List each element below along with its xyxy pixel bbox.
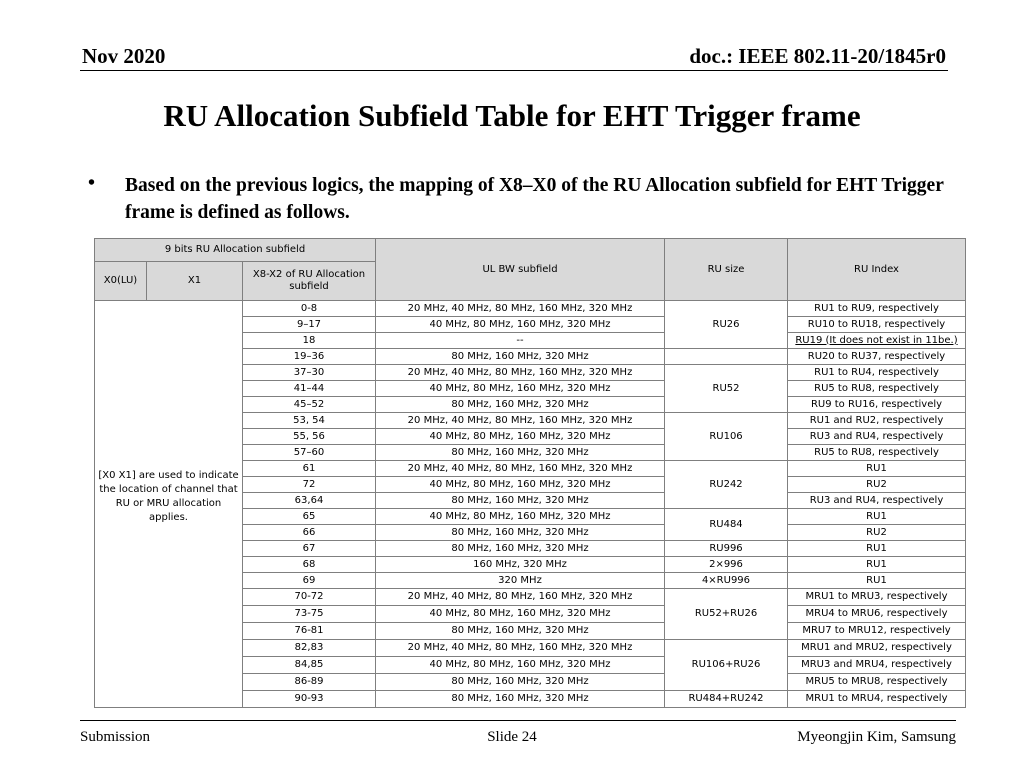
cell-ru-size: RU106+RU26	[665, 640, 788, 691]
cell-ru-index: RU1	[788, 573, 966, 589]
cell-x: 68	[243, 557, 376, 573]
cell-ru-size: RU484+RU242	[665, 691, 788, 708]
cell-bw: 80 MHz, 160 MHz, 320 MHz	[376, 525, 665, 541]
cell-ru-index: MRU1 to MRU3, respectively	[788, 589, 966, 606]
footer-submission: Submission	[80, 729, 151, 745]
cell-x: 53, 54	[243, 413, 376, 429]
cell-ru-size: RU106	[665, 413, 788, 461]
cell-x: 76-81	[243, 623, 376, 640]
cell-bw: 80 MHz, 160 MHz, 320 MHz	[376, 493, 665, 509]
cell-x: 84,85	[243, 657, 376, 674]
cell-ru-index: RU3 and RU4, respectively	[788, 429, 966, 445]
cell-bw: 160 MHz, 320 MHz	[376, 557, 665, 573]
cell-bw: 40 MHz, 80 MHz, 160 MHz, 320 MHz	[376, 606, 665, 623]
cell-bw: 20 MHz, 40 MHz, 80 MHz, 160 MHz, 320 MHz	[376, 365, 665, 381]
cell-ru-index: RU5 to RU8, respectively	[788, 381, 966, 397]
cell-ru-index: RU1 to RU4, respectively	[788, 365, 966, 381]
cell-ru-size: RU52	[665, 365, 788, 413]
cell-bw: 40 MHz, 80 MHz, 160 MHz, 320 MHz	[376, 381, 665, 397]
cell-x: 61	[243, 461, 376, 477]
cell-bw: 40 MHz, 80 MHz, 160 MHz, 320 MHz	[376, 657, 665, 674]
cell-ru-index: RU2	[788, 525, 966, 541]
cell-ru-size: RU996	[665, 541, 788, 557]
cell-ru-size: RU26	[665, 301, 788, 349]
cell-x: 65	[243, 509, 376, 525]
cell-ru-size	[665, 349, 788, 365]
cell-ru-index: RU2	[788, 477, 966, 493]
footer-slide-number: Slide 24	[487, 729, 537, 745]
cell-bw: --	[376, 333, 665, 349]
col-header-ru-index: RU Index	[788, 239, 966, 301]
header-date: Nov 2020	[82, 44, 166, 68]
cell-bw: 80 MHz, 160 MHz, 320 MHz	[376, 691, 665, 708]
col-header-x0: X0(LU)	[95, 262, 147, 301]
cell-ru-index: RU1 to RU9, respectively	[788, 301, 966, 317]
cell-ru-size: 2×996	[665, 557, 788, 573]
cell-x: 19–36	[243, 349, 376, 365]
cell-ru-size: 4×RU996	[665, 573, 788, 589]
group-header: 9 bits RU Allocation subfield	[95, 239, 376, 262]
cell-bw: 80 MHz, 160 MHz, 320 MHz	[376, 623, 665, 640]
cell-x: 18	[243, 333, 376, 349]
cell-ru-index: RU1 and RU2, respectively	[788, 413, 966, 429]
footer-rule	[80, 720, 956, 721]
cell-ru-index: RU1	[788, 461, 966, 477]
cell-x: 57–60	[243, 445, 376, 461]
cell-ru-index: MRU5 to MRU8, respectively	[788, 674, 966, 691]
cell-x: 63,64	[243, 493, 376, 509]
cell-bw: 320 MHz	[376, 573, 665, 589]
cell-ru-index: RU9 to RU16, respectively	[788, 397, 966, 413]
table-header-row	[95, 239, 966, 262]
cell-bw: 40 MHz, 80 MHz, 160 MHz, 320 MHz	[376, 317, 665, 333]
cell-bw: 80 MHz, 160 MHz, 320 MHz	[376, 445, 665, 461]
cell-x: 73-75	[243, 606, 376, 623]
cell-bw: 80 MHz, 160 MHz, 320 MHz	[376, 674, 665, 691]
ru-allocation-table	[94, 238, 966, 708]
cell-bw: 20 MHz, 40 MHz, 80 MHz, 160 MHz, 320 MHz	[376, 413, 665, 429]
cell-x: 41–44	[243, 381, 376, 397]
cell-x: 67	[243, 541, 376, 557]
slide-title: RU Allocation Subfield Table for EHT Trigger frame	[163, 98, 861, 133]
cell-bw: 80 MHz, 160 MHz, 320 MHz	[376, 541, 665, 557]
cell-x: 0-8	[243, 301, 376, 317]
cell-ru-size: RU242	[665, 461, 788, 509]
cell-ru-index: MRU7 to MRU12, respectively	[788, 623, 966, 640]
cell-bw: 40 MHz, 80 MHz, 160 MHz, 320 MHz	[376, 509, 665, 525]
cell-bw: 20 MHz, 40 MHz, 80 MHz, 160 MHz, 320 MHz	[376, 301, 665, 317]
cell-ru-index: RU3 and RU4, respectively	[788, 493, 966, 509]
cell-x: 82,83	[243, 640, 376, 657]
cell-ru-index: MRU1 and MRU2, respectively	[788, 640, 966, 657]
cell-ru-index: MRU3 and MRU4, respectively	[788, 657, 966, 674]
cell-x: 9–17	[243, 317, 376, 333]
cell-bw: 20 MHz, 40 MHz, 80 MHz, 160 MHz, 320 MHz	[376, 640, 665, 657]
side-note: [X0 X1] are used to indicate the location of channel that RU or MRU allocation applies.	[95, 301, 243, 708]
cell-ru-index: RU1	[788, 557, 966, 573]
header-rule	[80, 70, 948, 71]
cell-ru-index: RU1	[788, 541, 966, 557]
footer-author: Myeongjin Kim, Samsung	[797, 729, 956, 745]
bullet-icon: •	[88, 172, 96, 194]
cell-x: 86-89	[243, 674, 376, 691]
cell-x: 72	[243, 477, 376, 493]
cell-x: 55, 56	[243, 429, 376, 445]
cell-bw: 20 MHz, 40 MHz, 80 MHz, 160 MHz, 320 MHz	[376, 461, 665, 477]
cell-ru-index: RU20 to RU37, respectively	[788, 349, 966, 365]
cell-bw: 80 MHz, 160 MHz, 320 MHz	[376, 397, 665, 413]
header-doc-id: doc.: IEEE 802.11-20/1845r0	[689, 44, 946, 68]
cell-ru-index: MRU1 to MRU4, respectively	[788, 691, 966, 708]
cell-x: 90-93	[243, 691, 376, 708]
table-row	[95, 301, 966, 317]
cell-ru-size: RU52+RU26	[665, 589, 788, 640]
cell-x: 66	[243, 525, 376, 541]
cell-ru-index: RU1	[788, 509, 966, 525]
cell-x: 70-72	[243, 589, 376, 606]
cell-x: 45–52	[243, 397, 376, 413]
cell-ru-index: RU19 (It does not exist in 11be.)	[788, 333, 966, 349]
cell-bw: 80 MHz, 160 MHz, 320 MHz	[376, 349, 665, 365]
col-header-ru-size: RU size	[665, 239, 788, 301]
cell-x: 69	[243, 573, 376, 589]
cell-ru-size: RU484	[665, 509, 788, 541]
cell-bw: 40 MHz, 80 MHz, 160 MHz, 320 MHz	[376, 477, 665, 493]
bullet-text: Based on the previous logics, the mapping of X8–X0 of the RU Allocation subfield for EHT Trigger frame is defined as follows.	[125, 175, 944, 223]
col-header-x8-x2: X8-X2 of RU Allocation subfield	[243, 262, 376, 301]
col-header-x1: X1	[147, 262, 243, 301]
cell-bw: 40 MHz, 80 MHz, 160 MHz, 320 MHz	[376, 429, 665, 445]
col-header-ul-bw: UL BW subfield	[376, 239, 665, 301]
cell-x: 37–30	[243, 365, 376, 381]
cell-ru-index: RU5 to RU8, respectively	[788, 445, 966, 461]
cell-ru-index: RU10 to RU18, respectively	[788, 317, 966, 333]
cell-bw: 20 MHz, 40 MHz, 80 MHz, 160 MHz, 320 MHz	[376, 589, 665, 606]
cell-ru-index: MRU4 to MRU6, respectively	[788, 606, 966, 623]
